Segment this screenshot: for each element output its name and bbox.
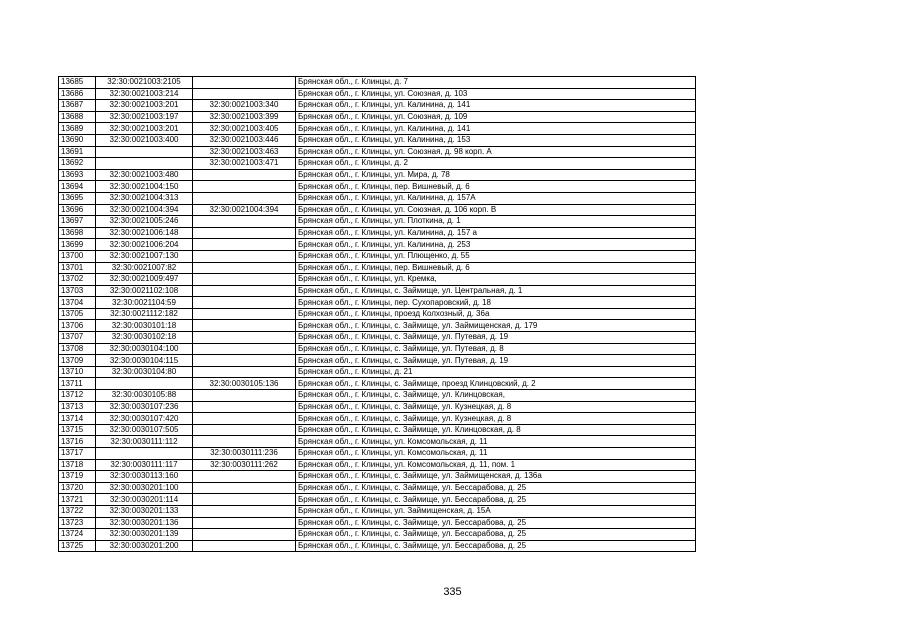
linked-cadastral-number-cell — [193, 239, 296, 251]
cadastral-number-cell: 32:30:0030201:139 — [96, 529, 193, 541]
address-cell: Брянская обл., г. Клинцы, с. Займище, ул. Клинцовская, д. 8 — [296, 424, 696, 436]
linked-cadastral-number-cell — [193, 192, 296, 204]
address-cell: Брянская обл., г. Клинцы, с. Займище, ул. Путевая, д. 19 — [296, 332, 696, 344]
table-row — [59, 297, 696, 309]
cadastral-number-cell: 32:30:0021003:214 — [96, 88, 193, 100]
linked-cadastral-number-cell — [193, 77, 296, 89]
cadastral-number-cell: 32:30:0021003:2105 — [96, 77, 193, 89]
row-number-cell: 13703 — [59, 285, 96, 297]
cadastral-number-cell: 32:30:0021006:148 — [96, 227, 193, 239]
page-number: 335 — [443, 586, 462, 598]
linked-cadastral-number-cell — [193, 366, 296, 378]
linked-cadastral-number-cell — [193, 390, 296, 402]
row-number-cell: 13717 — [59, 448, 96, 460]
linked-cadastral-number-cell — [193, 401, 296, 413]
cadastral-number-cell: 32:30:0030201:114 — [96, 494, 193, 506]
row-number-cell: 13685 — [59, 77, 96, 89]
cadastral-number-cell: 32:30:0030201:200 — [96, 540, 193, 552]
row-number-cell: 13723 — [59, 517, 96, 529]
cadastral-number-cell: 32:30:0030107:236 — [96, 401, 193, 413]
table-row — [59, 413, 696, 425]
cadastral-number-cell: 32:30:0021003:197 — [96, 111, 193, 123]
linked-cadastral-number-cell — [193, 540, 296, 552]
linked-cadastral-number-cell — [193, 494, 296, 506]
address-cell: Брянская обл., г. Клинцы, ул. Калинина, д. 157А — [296, 192, 696, 204]
cadastral-number-cell: 32:30:0021007:130 — [96, 250, 193, 262]
linked-cadastral-number-cell — [193, 505, 296, 517]
address-cell: Брянская обл., г. Клинцы, пер. Вишневый, д. 6 — [296, 262, 696, 274]
row-number-cell: 13708 — [59, 343, 96, 355]
linked-cadastral-number-cell — [193, 285, 296, 297]
row-number-cell: 13698 — [59, 227, 96, 239]
cadastral-number-cell — [96, 448, 193, 460]
row-number-cell: 13713 — [59, 401, 96, 413]
cadastral-number-cell: 32:30:0030201:100 — [96, 482, 193, 494]
table-row — [59, 494, 696, 506]
address-cell: Брянская обл., г. Клинцы, с. Займище, ул. Центральная, д. 1 — [296, 285, 696, 297]
table-row — [59, 529, 696, 541]
table-row — [59, 285, 696, 297]
linked-cadastral-number-cell: 32:30:0021004:394 — [193, 204, 296, 216]
linked-cadastral-number-cell — [193, 297, 296, 309]
linked-cadastral-number-cell — [193, 216, 296, 228]
table-row — [59, 216, 696, 228]
table-row — [59, 111, 696, 123]
row-number-cell: 13709 — [59, 355, 96, 367]
row-number-cell: 13722 — [59, 505, 96, 517]
address-cell: Брянская обл., г. Клинцы, с. Займище, ул. Кузнецкая, д. 8 — [296, 413, 696, 425]
row-number-cell: 13725 — [59, 540, 96, 552]
table-row — [59, 332, 696, 344]
address-cell: Брянская обл., г. Клинцы, с. Займище, ул. Бессарабова, д. 25 — [296, 529, 696, 541]
cadastral-number-cell: 32:30:0021007:82 — [96, 262, 193, 274]
table-row — [59, 390, 696, 402]
table-row — [59, 448, 696, 460]
cadastral-number-cell: 32:30:0030111:112 — [96, 436, 193, 448]
linked-cadastral-number-cell — [193, 181, 296, 193]
row-number-cell: 13692 — [59, 158, 96, 170]
linked-cadastral-number-cell: 32:30:0030105:136 — [193, 378, 296, 390]
row-number-cell: 13724 — [59, 529, 96, 541]
row-number-cell: 13687 — [59, 100, 96, 112]
address-cell: Брянская обл., г. Клинцы, с. Займище, ул. Займищенская, д. 136а — [296, 471, 696, 483]
cadastral-number-cell: 32:30:0030102:18 — [96, 332, 193, 344]
registry-table-body — [59, 77, 696, 552]
row-number-cell: 13704 — [59, 297, 96, 309]
table-row — [59, 343, 696, 355]
table-row — [59, 88, 696, 100]
cadastral-number-cell: 32:30:0021009:497 — [96, 274, 193, 286]
linked-cadastral-number-cell: 32:30:0021003:463 — [193, 146, 296, 158]
row-number-cell: 13719 — [59, 471, 96, 483]
linked-cadastral-number-cell: 32:30:0030111:262 — [193, 459, 296, 471]
linked-cadastral-number-cell — [193, 227, 296, 239]
address-cell: Брянская обл., г. Клинцы, пер. Сухопаровский, д. 18 — [296, 297, 696, 309]
cadastral-number-cell: 32:30:0030105:88 — [96, 390, 193, 402]
row-number-cell: 13694 — [59, 181, 96, 193]
address-cell: Брянская обл., г. Клинцы, ул. Союзная, д. 109 — [296, 111, 696, 123]
cadastral-number-cell: 32:30:0021005:246 — [96, 216, 193, 228]
table-row — [59, 505, 696, 517]
cadastral-number-cell: 32:30:0021004:313 — [96, 192, 193, 204]
table-row — [59, 274, 696, 286]
row-number-cell: 13691 — [59, 146, 96, 158]
address-cell: Брянская обл., г. Клинцы, ул. Калинина, д. 157 а — [296, 227, 696, 239]
row-number-cell: 13707 — [59, 332, 96, 344]
table-row — [59, 355, 696, 367]
address-cell: Брянская обл., г. Клинцы, ул. Займищенская, д. 15А — [296, 505, 696, 517]
row-number-cell: 13715 — [59, 424, 96, 436]
address-cell: Брянская обл., г. Клинцы, ул. Союзная, д. 98 корп. А — [296, 146, 696, 158]
linked-cadastral-number-cell: 32:30:0030111:236 — [193, 448, 296, 460]
address-cell: Брянская обл., г. Клинцы, ул. Союзная, д. 106 корп. В — [296, 204, 696, 216]
linked-cadastral-number-cell — [193, 471, 296, 483]
linked-cadastral-number-cell — [193, 482, 296, 494]
cadastral-number-cell: 32:30:0021112:182 — [96, 308, 193, 320]
row-number-cell: 13699 — [59, 239, 96, 251]
table-row — [59, 192, 696, 204]
table-row — [59, 146, 696, 158]
table-row — [59, 366, 696, 378]
linked-cadastral-number-cell — [193, 262, 296, 274]
linked-cadastral-number-cell — [193, 274, 296, 286]
cadastral-number-cell: 32:30:0021004:150 — [96, 181, 193, 193]
row-number-cell: 13712 — [59, 390, 96, 402]
address-cell: Брянская обл., г. Клинцы, с. Займище, ул. Кузнецкая, д. 8 — [296, 401, 696, 413]
row-number-cell: 13706 — [59, 320, 96, 332]
linked-cadastral-number-cell — [193, 308, 296, 320]
address-cell: Брянская обл., г. Клинцы, с. Займище, ул. Займищенская, д. 179 — [296, 320, 696, 332]
table-row — [59, 540, 696, 552]
row-number-cell: 13689 — [59, 123, 96, 135]
address-cell: Брянская обл., г. Клинцы, с. Займище, ул. Путевая, д. 19 — [296, 355, 696, 367]
table-row — [59, 401, 696, 413]
row-number-cell: 13718 — [59, 459, 96, 471]
address-cell: Брянская обл., г. Клинцы, с. Займище, проезд Клинцовский, д. 2 — [296, 378, 696, 390]
linked-cadastral-number-cell: 32:30:0021003:399 — [193, 111, 296, 123]
row-number-cell: 13714 — [59, 413, 96, 425]
cadastral-number-cell — [96, 158, 193, 170]
table-row — [59, 239, 696, 251]
cadastral-number-cell: 32:30:0021003:201 — [96, 123, 193, 135]
cadastral-number-cell: 32:30:0021004:394 — [96, 204, 193, 216]
table-row — [59, 320, 696, 332]
cadastral-number-cell: 32:30:0030104:115 — [96, 355, 193, 367]
cadastral-number-cell: 32:30:0030201:133 — [96, 505, 193, 517]
address-cell: Брянская обл., г. Клинцы, ул. Калинина, д. 141 — [296, 100, 696, 112]
registry-table — [58, 76, 696, 552]
table-row — [59, 517, 696, 529]
table-row — [59, 169, 696, 181]
linked-cadastral-number-cell — [193, 169, 296, 181]
linked-cadastral-number-cell — [193, 343, 296, 355]
row-number-cell: 13711 — [59, 378, 96, 390]
row-number-cell: 13716 — [59, 436, 96, 448]
linked-cadastral-number-cell — [193, 517, 296, 529]
table-row — [59, 77, 696, 89]
row-number-cell: 13705 — [59, 308, 96, 320]
cadastral-number-cell: 32:30:0030107:420 — [96, 413, 193, 425]
address-cell: Брянская обл., г. Клинцы, ул. Мира, д. 78 — [296, 169, 696, 181]
cadastral-number-cell: 32:30:0030113:160 — [96, 471, 193, 483]
address-cell: Брянская обл., г. Клинцы, с. Займище, ул. Клинцовская, — [296, 390, 696, 402]
table-row — [59, 227, 696, 239]
table-row — [59, 436, 696, 448]
address-cell: Брянская обл., г. Клинцы, с. Займище, ул. Путевая, д. 8 — [296, 343, 696, 355]
linked-cadastral-number-cell — [193, 320, 296, 332]
table-row — [59, 250, 696, 262]
address-cell: Брянская обл., г. Клинцы, ул. Союзная, д. 103 — [296, 88, 696, 100]
cadastral-number-cell: 32:30:0030107:505 — [96, 424, 193, 436]
linked-cadastral-number-cell: 32:30:0021003:405 — [193, 123, 296, 135]
row-number-cell: 13710 — [59, 366, 96, 378]
address-cell: Брянская обл., г. Клинцы, с. Займище, ул. Бессарабова, д. 25 — [296, 517, 696, 529]
linked-cadastral-number-cell — [193, 436, 296, 448]
address-cell: Брянская обл., г. Клинцы, ул. Калинина, д. 141 — [296, 123, 696, 135]
address-cell: Брянская обл., г. Клинцы, ул. Плоткина, д. 1 — [296, 216, 696, 228]
address-cell: Брянская обл., г. Клинцы, ул. Комсомольская, д. 11, пом. 1 — [296, 459, 696, 471]
table-row — [59, 262, 696, 274]
address-cell: Брянская обл., г. Клинцы, пер. Вишневый, д. 6 — [296, 181, 696, 193]
address-cell: Брянская обл., г. Клинцы, с. Займище, ул. Бессарабова, д. 25 — [296, 540, 696, 552]
linked-cadastral-number-cell — [193, 424, 296, 436]
cadastral-number-cell: 32:30:0030101:18 — [96, 320, 193, 332]
cadastral-number-cell: 32:30:0030111:117 — [96, 459, 193, 471]
row-number-cell: 13697 — [59, 216, 96, 228]
row-number-cell: 13720 — [59, 482, 96, 494]
cadastral-number-cell — [96, 378, 193, 390]
address-cell: Брянская обл., г. Клинцы, д. 2 — [296, 158, 696, 170]
row-number-cell: 13693 — [59, 169, 96, 181]
linked-cadastral-number-cell — [193, 355, 296, 367]
cadastral-number-cell: 32:30:0030104:100 — [96, 343, 193, 355]
linked-cadastral-number-cell — [193, 88, 296, 100]
cadastral-number-cell — [96, 146, 193, 158]
cadastral-number-cell: 32:30:0021003:480 — [96, 169, 193, 181]
address-cell: Брянская обл., г. Клинцы, с. Займище, ул. Бессарабова, д. 25 — [296, 494, 696, 506]
table-row — [59, 123, 696, 135]
table-row — [59, 134, 696, 146]
row-number-cell: 13721 — [59, 494, 96, 506]
table-row — [59, 100, 696, 112]
address-cell: Брянская обл., г. Клинцы, ул. Комсомольская, д. 11 — [296, 436, 696, 448]
table-row — [59, 424, 696, 436]
table-row — [59, 378, 696, 390]
address-cell: Брянская обл., г. Клинцы, ул. Калинина, д. 253 — [296, 239, 696, 251]
address-cell: Брянская обл., г. Клинцы, ул. Калинина, д. 153 — [296, 134, 696, 146]
cadastral-number-cell: 32:30:0021006:204 — [96, 239, 193, 251]
row-number-cell: 13696 — [59, 204, 96, 216]
table-row — [59, 459, 696, 471]
linked-cadastral-number-cell — [193, 529, 296, 541]
linked-cadastral-number-cell: 32:30:0021003:340 — [193, 100, 296, 112]
cadastral-number-cell: 32:30:0030201:136 — [96, 517, 193, 529]
table-row — [59, 471, 696, 483]
linked-cadastral-number-cell — [193, 250, 296, 262]
row-number-cell: 13688 — [59, 111, 96, 123]
row-number-cell: 13686 — [59, 88, 96, 100]
address-cell: Брянская обл., г. Клинцы, ул. Плющенко, д. 55 — [296, 250, 696, 262]
cadastral-number-cell: 32:30:0021003:201 — [96, 100, 193, 112]
row-number-cell: 13695 — [59, 192, 96, 204]
table-row — [59, 308, 696, 320]
table-row — [59, 482, 696, 494]
row-number-cell: 13701 — [59, 262, 96, 274]
address-cell: Брянская обл., г. Клинцы, с. Займище, ул. Бессарабова, д. 25 — [296, 482, 696, 494]
linked-cadastral-number-cell — [193, 332, 296, 344]
address-cell: Брянская обл., г. Клинцы, д. 21 — [296, 366, 696, 378]
cadastral-number-cell: 32:30:0021104:59 — [96, 297, 193, 309]
linked-cadastral-number-cell: 32:30:0021003:446 — [193, 134, 296, 146]
cadastral-number-cell: 32:30:0030104:80 — [96, 366, 193, 378]
row-number-cell: 13700 — [59, 250, 96, 262]
cadastral-number-cell: 32:30:0021102:108 — [96, 285, 193, 297]
address-cell: Брянская обл., г. Клинцы, ул. Комсомольская, д. 11 — [296, 448, 696, 460]
table-row — [59, 158, 696, 170]
table-row — [59, 181, 696, 193]
row-number-cell: 13702 — [59, 274, 96, 286]
row-number-cell: 13690 — [59, 134, 96, 146]
linked-cadastral-number-cell — [193, 413, 296, 425]
linked-cadastral-number-cell: 32:30:0021003:471 — [193, 158, 296, 170]
address-cell: Брянская обл., г. Клинцы, ул. Кремка, — [296, 274, 696, 286]
address-cell: Брянская обл., г. Клинцы, д. 7 — [296, 77, 696, 89]
address-cell: Брянская обл., г. Клинцы, проезд Колхозный, д. 36а — [296, 308, 696, 320]
table-row — [59, 204, 696, 216]
cadastral-number-cell: 32:30:0021003:400 — [96, 134, 193, 146]
